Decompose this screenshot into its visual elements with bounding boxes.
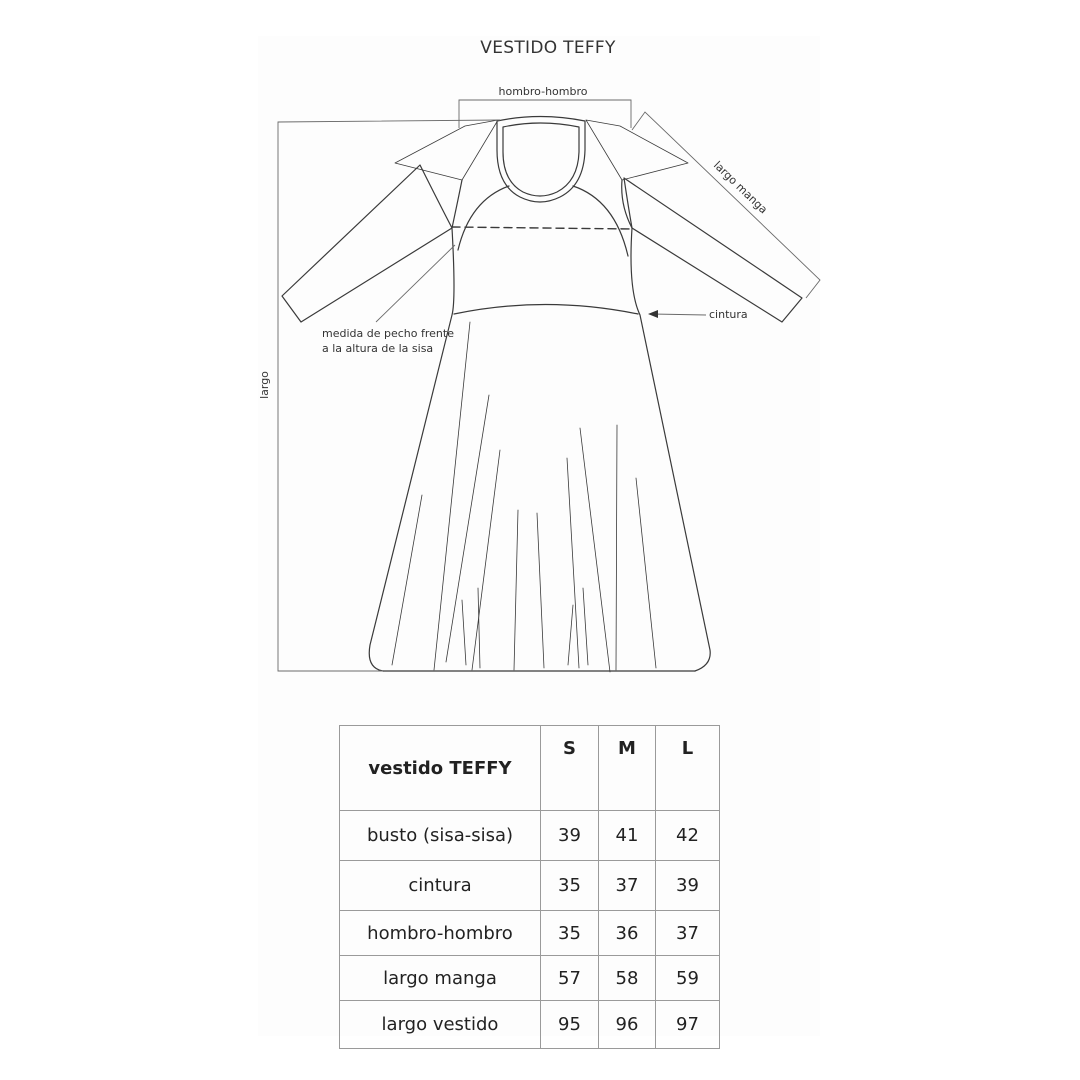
sleeve-label: largo manga <box>710 158 770 217</box>
measurement-value: 95 <box>541 1001 599 1049</box>
left-sleeve <box>282 165 452 322</box>
left-bodice-curve <box>458 186 509 250</box>
waist-pointer-line <box>652 314 706 315</box>
measurement-label: busto (sisa-sisa) <box>340 811 541 861</box>
table-row <box>340 911 720 956</box>
chest-label-line1: medida de pecho frente <box>322 327 454 340</box>
size-header-l: L <box>656 726 720 811</box>
measurement-value: 37 <box>599 861 656 911</box>
neckline-outer <box>497 117 585 203</box>
chest-label-line2: a la altura de la sisa <box>322 342 434 355</box>
page-title: VESTIDO TEFFY <box>480 38 616 58</box>
measurement-value: 58 <box>599 956 656 1001</box>
left-shoulder-flap <box>395 120 498 180</box>
waist-arrow-head <box>648 310 658 318</box>
shoulder-measure-bracket <box>459 100 631 128</box>
shoulder-label: hombro-hombro <box>498 85 588 98</box>
right-side-seam <box>622 180 710 671</box>
measurement-value: 39 <box>656 861 720 911</box>
measurement-value: 36 <box>599 911 656 956</box>
waist-seam <box>454 305 638 315</box>
measurement-value: 42 <box>656 811 720 861</box>
sleeve-measure-bracket <box>632 112 820 298</box>
measurement-label: largo manga <box>340 956 541 1001</box>
measurement-value: 35 <box>541 861 599 911</box>
measurement-value: 59 <box>656 956 720 1001</box>
measurement-value: 37 <box>656 911 720 956</box>
measurement-value: 96 <box>599 1001 656 1049</box>
measurement-label: cintura <box>340 861 541 911</box>
table-row <box>340 861 720 911</box>
measurement-value: 35 <box>541 911 599 956</box>
skirt-drape-lines <box>392 322 656 672</box>
right-sleeve <box>624 178 802 322</box>
neckline-inner <box>503 123 579 196</box>
measurement-value: 97 <box>656 1001 720 1049</box>
measurement-value: 39 <box>541 811 599 861</box>
measurement-label: hombro-hombro <box>340 911 541 956</box>
length-label: largo <box>258 371 271 399</box>
size-header-s: S <box>541 726 599 811</box>
measurement-label: largo vestido <box>340 1001 541 1049</box>
measurement-value: 57 <box>541 956 599 1001</box>
length-measure-bracket <box>278 120 500 671</box>
size-header-m: M <box>599 726 656 811</box>
left-side-seam <box>369 180 462 671</box>
right-shoulder-flap <box>586 120 688 180</box>
waist-label: cintura <box>709 308 748 321</box>
size-chart-header-row <box>340 726 720 811</box>
chest-measure-line <box>452 227 632 229</box>
size-chart-table <box>339 725 720 1049</box>
product-name-header: vestido TEFFY <box>340 726 541 811</box>
right-bodice-curve <box>573 186 628 256</box>
measurement-value: 41 <box>599 811 656 861</box>
table-row <box>340 956 720 1001</box>
table-row <box>340 811 720 861</box>
chest-pointer-line <box>376 245 455 322</box>
table-row <box>340 1001 720 1049</box>
